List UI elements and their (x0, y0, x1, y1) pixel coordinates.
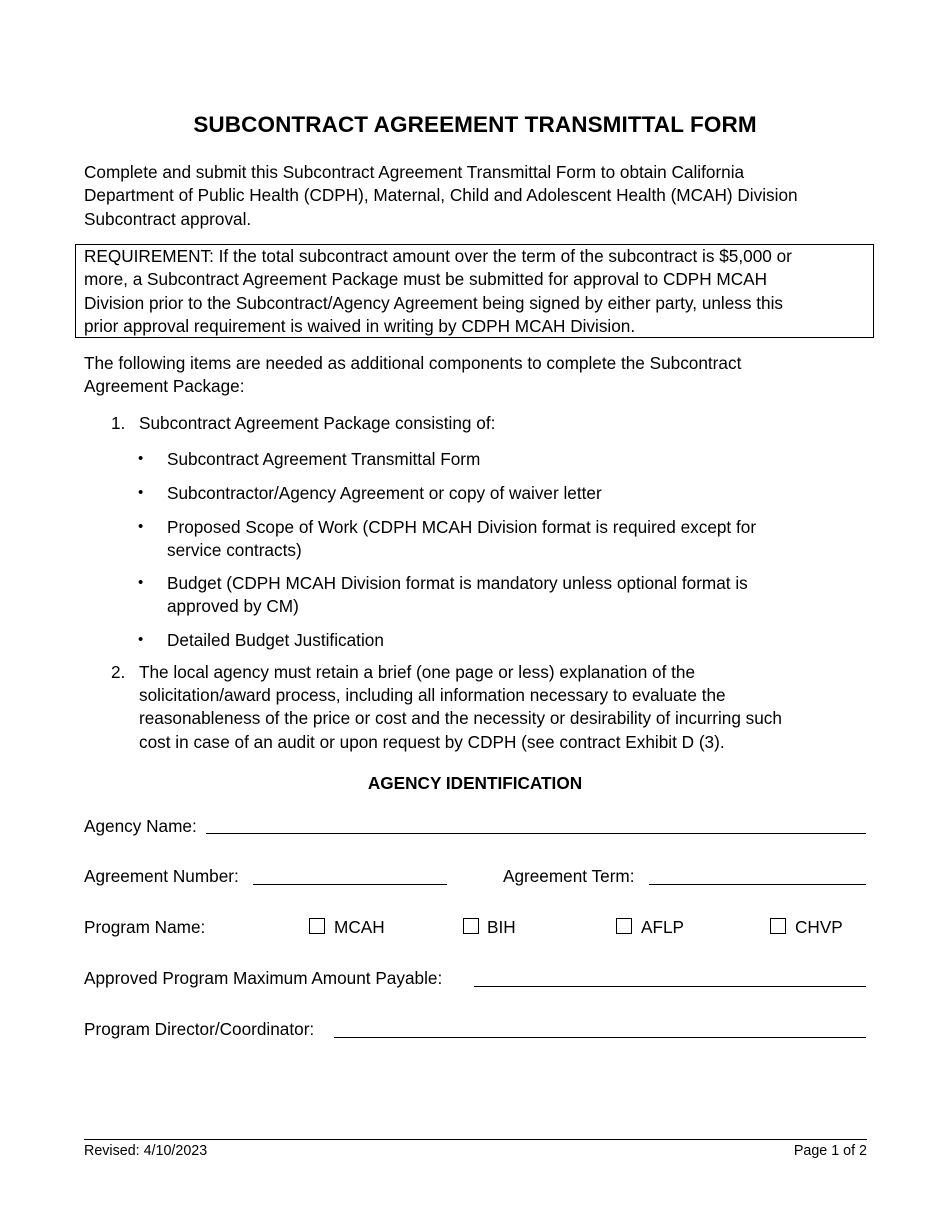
list-item-2-line-3: reasonableness of the price or cost and the necessity or desirability of incurring such (139, 708, 782, 728)
agreement-number-field[interactable] (253, 884, 447, 885)
bullet-agency-agreement: Subcontractor/Agency Agreement or copy of waiver letter (167, 483, 602, 503)
page-number: Page 1 of 2 (793, 1143, 867, 1159)
intro-line-2: Department of Public Health (CDPH), Maternal, Child and Adolescent Health (MCAH) Division (84, 185, 798, 205)
list-item-2-line-2: solicitation/award process, including all information necessary to evaluate the (139, 685, 726, 705)
agreement-term-field[interactable] (649, 884, 866, 885)
bih-checkbox[interactable] (463, 918, 479, 934)
bullet-scope-of-work-line-2: service contracts) (167, 540, 302, 560)
agreement-term-label: Agreement Term: (503, 866, 635, 886)
intro-line-3: Subcontract approval. (84, 209, 252, 229)
footer-divider (84, 1139, 867, 1140)
components-line-2: Agreement Package: (84, 376, 245, 396)
bullet-budget-line-1: Budget (CDPH MCAH Division format is mandatory unless optional format is (167, 573, 748, 593)
requirement-line-1: REQUIREMENT: If the total subcontract amount over the term of the subcontract is $5,000 or (84, 246, 792, 266)
requirement-line-2: more, a Subcontract Agreement Package must be submitted for approval to CDPH MCAH (84, 269, 768, 289)
agency-name-field[interactable] (206, 833, 866, 834)
max-amount-field[interactable] (474, 986, 866, 987)
chvp-checkbox[interactable] (770, 918, 786, 934)
bullet-budget-justification: Detailed Budget Justification (167, 630, 384, 650)
bullet-icon: • (138, 450, 144, 467)
mcah-checkbox-label: MCAH (334, 917, 385, 937)
bullet-transmittal-form: Subcontract Agreement Transmittal Form (167, 449, 481, 469)
revised-date: Revised: 4/10/2023 (84, 1143, 208, 1159)
bullet-icon: • (138, 631, 144, 648)
chvp-checkbox-label: CHVP (795, 917, 843, 937)
components-line-1: The following items are needed as additional components to complete the Subcontract (84, 353, 742, 373)
bullet-icon: • (138, 518, 144, 535)
list-item-2-line-4: cost in case of an audit or upon request by CDPH (see contract Exhibit D (3). (139, 732, 725, 752)
agreement-number-label: Agreement Number: (84, 866, 239, 886)
bullet-icon: • (138, 574, 144, 591)
bih-checkbox-label: BIH (487, 917, 516, 937)
mcah-checkbox[interactable] (309, 918, 325, 934)
requirement-line-3: Division prior to the Subcontract/Agency Agreement being signed by either party, unless this (84, 293, 784, 313)
requirement-line-4: prior approval requirement is waived in writing by CDPH MCAH Division. (84, 316, 636, 336)
form-title: SUBCONTRACT AGREEMENT TRANSMITTAL FORM (193, 112, 757, 137)
list-item-2-number: 2. (111, 662, 126, 682)
bullet-icon: • (138, 484, 144, 501)
list-item-2-line-1: The local agency must retain a brief (one page or less) explanation of the (139, 662, 696, 682)
program-director-label: Program Director/Coordinator: (84, 1019, 315, 1039)
aflp-checkbox[interactable] (616, 918, 632, 934)
bullet-scope-of-work-line-1: Proposed Scope of Work (CDPH MCAH Division format is required except for (167, 517, 757, 537)
max-amount-label: Approved Program Maximum Amount Payable: (84, 968, 443, 988)
agency-name-label: Agency Name: (84, 816, 197, 836)
intro-line-1: Complete and submit this Subcontract Agreement Transmittal Form to obtain California (84, 162, 745, 182)
program-director-field[interactable] (334, 1037, 866, 1038)
bullet-budget-line-2: approved by CM) (167, 596, 299, 616)
aflp-checkbox-label: AFLP (641, 917, 684, 937)
list-item-1-number: 1. (111, 413, 126, 433)
list-item-1-text: Subcontract Agreement Package consisting of: (139, 413, 496, 433)
agency-identification-heading: AGENCY IDENTIFICATION (367, 773, 583, 793)
program-name-label: Program Name: (84, 917, 206, 937)
